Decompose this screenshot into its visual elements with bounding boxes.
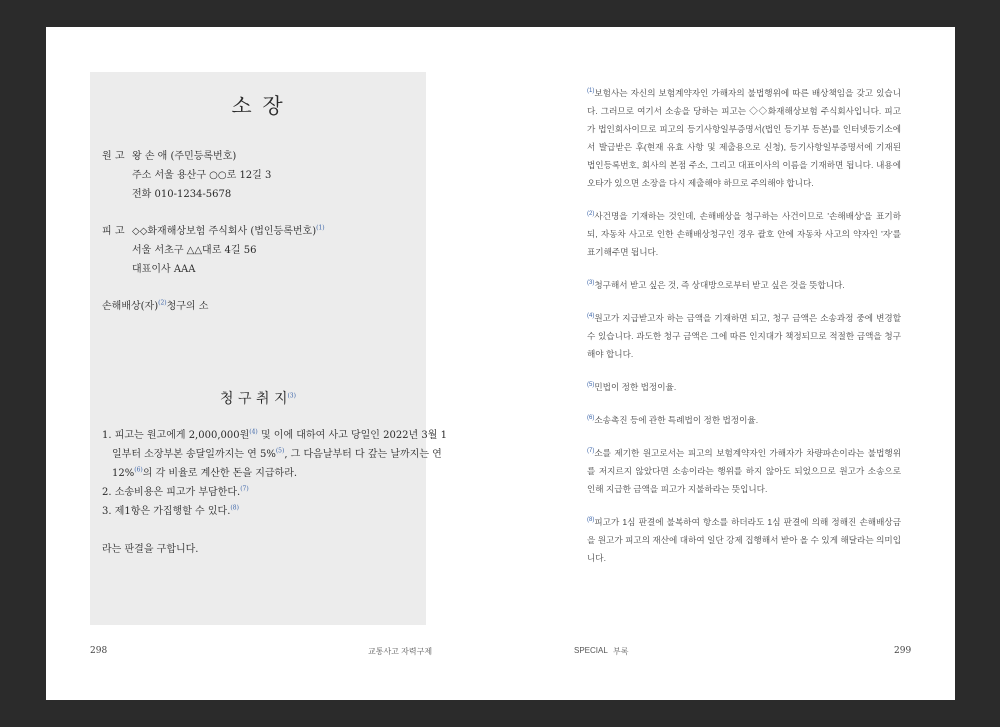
footnote-ref: (8): [230, 504, 239, 512]
left-running-title: 교통사고 자력구제: [368, 647, 433, 656]
footnote-3: $^{(3)}$청구해서 받고 싶은 것, 즉 상대방으로부터 받고 싶은 것을 뜻합니다.: [587, 280, 845, 290]
plaintiff-label: 원 고: [102, 151, 125, 162]
defendant-address: 서울 서초구 △△대로 4길 56: [132, 245, 257, 256]
claim-1-line-3: 12%$^{(6)}$의 각 비율로 계산한 돈을 지급하라.: [112, 466, 298, 479]
claim-2: 2. 소송비용은 피고가 부담한다.$^{(7)}$: [102, 485, 249, 498]
defendant-representative: 대표이사 AAA: [132, 264, 196, 275]
footnote-ref: (5): [275, 447, 285, 455]
document-title: 소 장: [231, 94, 285, 118]
claim-1-line-1: 1. 피고는 원고에게 2,000,000원$^{(4)}$ 및 이에 대하여 사고 당일인 2022년 3월 1: [102, 428, 447, 441]
footnote-2: $^{(2)}$사건명을 기재하는 것인데, 손해배상을 청구하는 사건이므로 '손해배상'을 표기하되, 자동차 사고로 인한 손해배상청구인 경우 괄호 안에 자동차 사고의 약자인 '자'를 표기해주면 됩니다.: [587, 211, 901, 257]
footnote-7: $^{(7)}$소를 제기한 원고로서는 피고의 보험계약자인 가해자가 차량파손이라는 불법행위를 저지르지 않았다면 소송이라는 행위를 하지 않아도 되었으므로 원고가 소송으로 인해 지급한 금액을 피고가 지불하라는 뜻입니다.: [587, 448, 901, 494]
right-running-title: 부록: [613, 647, 629, 656]
plaintiff-address: 주소 서울 용산구 ○○로 12길 3: [132, 170, 272, 181]
footnote-8: $^{(8)}$피고가 1심 판결에 불복하여 항소를 하더라도 1심 판결에 의해 정해진 손해배상금을 원고가 피고의 재산에 대하여 일단 강제 집행해서 받아 올 수 있게 해달라는 의미입니다.: [587, 517, 901, 563]
footnote-1: $^{(1)}$보험사는 자신의 보험계약자인 가해자의 불법행위에 따른 배상책임을 갖고 있습니다. 그러므로 여기서 소송을 당하는 피고는 ◇◇화재해상보험 주식회사입니다. 피고가 법인회사이므로 피고의 등기사항일부증명서(법인 등기부 등본)를 인터넷등기소에서 발급받은 후(현재 유효 사항 및 제출용으로 신청), 등기사항일부증명서에 기재된 법인등록번호, 회사의 본점 주소, 그리고 대표이사의 이름을 기재하면 됩니다. 내용에 오타가 있으면 소장을 다시 제출해야 하므로 주의해야 합니다.: [587, 88, 901, 188]
footnote-ref: (4): [249, 428, 258, 436]
footnote-ref: (6): [134, 466, 143, 474]
footnotes-column: [587, 84, 901, 582]
footnote-ref: (2): [158, 299, 167, 307]
claim-1-line-2: 일부터 소장부본 송달일까지는 연 5%$^{(5)}$, 그 다음날부터 다 갚는 날까지는 연: [112, 447, 442, 460]
complaint-form-box: [90, 72, 447, 625]
claim-3: 3. 제1항은 가집행할 수 있다.$^{(8)}$: [102, 504, 239, 517]
footnote-5: $^{(5)}$민법이 정한 법정이율.: [587, 382, 677, 392]
footnote-6: $^{(6)}$소송촉진 등에 관한 특례법이 정한 법정이율.: [587, 415, 759, 425]
book-spread: [46, 27, 955, 700]
defendant-label: 피 고: [102, 226, 125, 237]
footnote-ref: (1): [316, 224, 325, 232]
left-page-number: 298: [90, 646, 108, 656]
defendant-name: ◇◇화재해상보험 주식회사 (법인등록번호)$^{(1)}$: [132, 224, 325, 237]
case-name: 손해배상(자)$^{(2)}$청구의 소: [102, 299, 209, 312]
plaintiff-name: 왕 손 애 (주민등록번호): [132, 151, 237, 162]
footnote-ref: (3): [287, 392, 296, 400]
closing-sentence: 라는 판결을 구합니다.: [102, 544, 199, 555]
claim-heading: 청 구 취 지$^{(3)}$: [220, 391, 296, 407]
footnote-ref: (7): [240, 485, 249, 493]
right-page-number: 299: [894, 646, 912, 656]
right-section-label: SPECIAL: [574, 646, 608, 655]
plaintiff-phone: 전화 010-1234-5678: [132, 189, 232, 200]
footnote-4: $^{(4)}$원고가 지급받고자 하는 금액을 기재하면 되고, 청구 금액은 소송과정 중에 변경할 수 있습니다. 과도한 청구 금액은 그에 따른 인지대가 책정되므로 적절한 금액을 청구해야 합니다.: [587, 313, 901, 359]
